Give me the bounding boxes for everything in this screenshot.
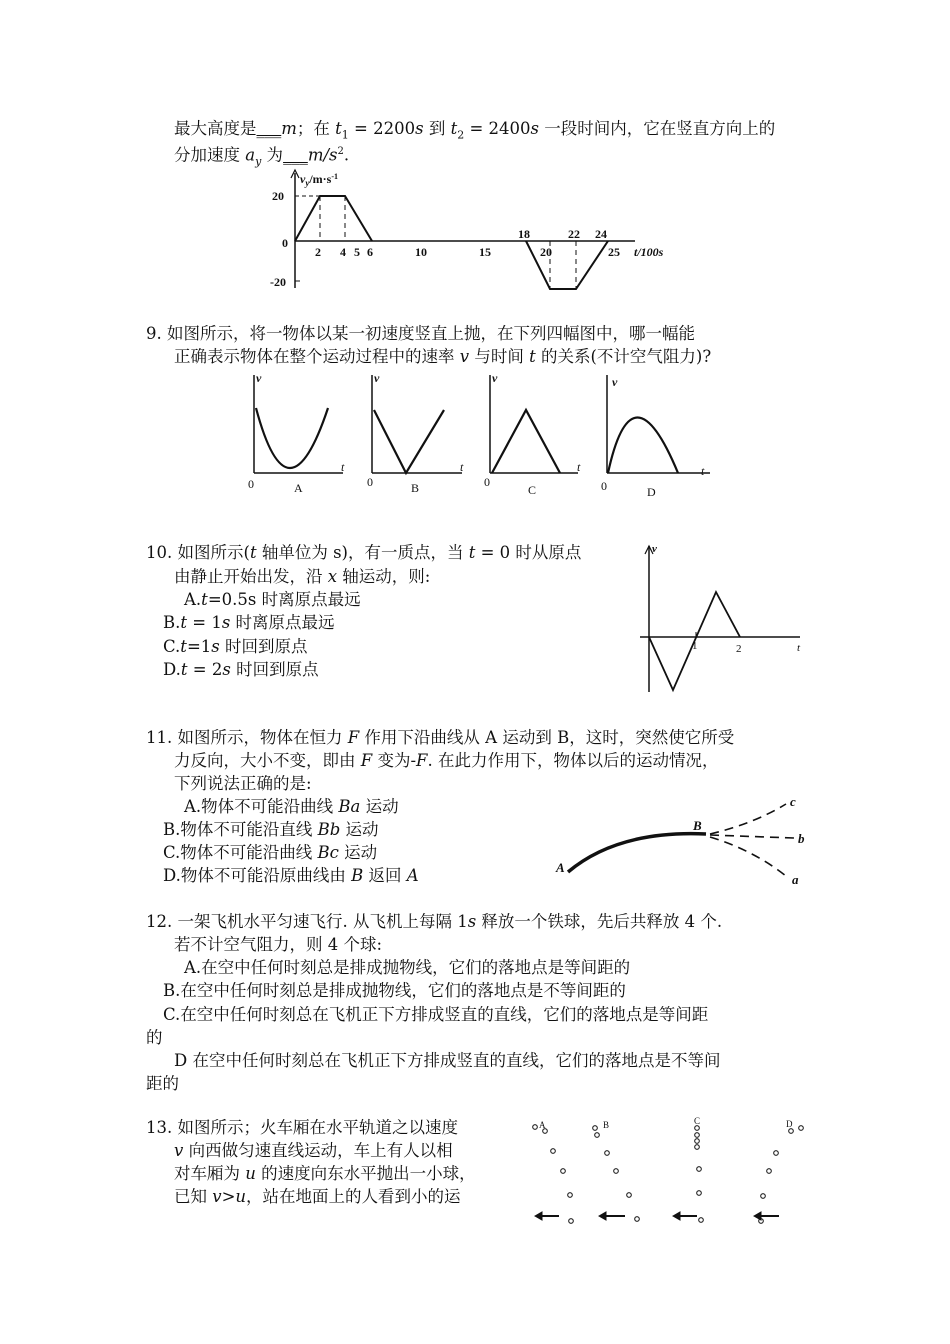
t-axis-label: t	[797, 642, 801, 654]
graph-a-v-label: v	[256, 371, 262, 385]
q11-option-b[interactable]: B.物体不可能沿直线 Bb 运动	[163, 820, 379, 839]
q10-option-a[interactable]: A.t=0.5s 时离原点最远	[184, 590, 361, 609]
y-tick-0: 0	[282, 236, 288, 250]
x-tick-1: 1	[692, 640, 698, 652]
q10-option-c[interactable]: C.t=1s 时回到原点	[163, 637, 308, 656]
q9-line2: 正确表示物体在整个运动过程中的速率 v 与时间 t 的关系(不计空气阻力)?	[174, 347, 712, 366]
graph-b-label: B	[411, 481, 420, 495]
x-tick-24: 24	[595, 227, 607, 241]
graph-d-t-label: t	[701, 464, 705, 478]
q11-line3: 下列说法正确的是:	[174, 774, 312, 793]
q11-option-a[interactable]: A.物体不可能沿曲线 Ba 运动	[184, 797, 399, 816]
q9-line1: 9. 如图所示，将一物体以某一初速度竖直上抛，在下列四幅图中，哪一幅能	[146, 324, 695, 343]
curve-a-label: a	[792, 872, 799, 887]
q10-option-b[interactable]: B.t = 1s 时离原点最远	[163, 613, 335, 632]
point-b-label: B	[693, 818, 702, 833]
x-tick-18: 18	[518, 227, 530, 241]
x-tick-15: 15	[479, 245, 491, 259]
diagram-c-label: C	[694, 1116, 701, 1126]
answer-blank: ___	[283, 145, 308, 165]
q13-line2: v 向西做匀速直线运动，车上有人以相	[174, 1141, 453, 1160]
x-tick-2: 2	[736, 643, 742, 655]
q9-graphs	[240, 370, 730, 500]
q10-option-d[interactable]: D.t = 2s 时回到原点	[163, 660, 319, 679]
q11-option-d[interactable]: D.物体不可能沿原曲线由 B 返回 A	[163, 866, 419, 885]
graph-a-t-label: t	[341, 460, 345, 474]
x-tick-10: 10	[415, 245, 427, 259]
q12-option-b[interactable]: B.在空中任何时刻总是排成抛物线，它们的落地点是不等间距的	[163, 981, 626, 1000]
graph-d-origin: 0	[601, 479, 607, 493]
x-tick-2: 2	[315, 245, 321, 259]
graph-b-t-label: t	[460, 460, 464, 474]
q13-ball-diagrams	[525, 1115, 825, 1230]
q8-vy-t-graph	[270, 168, 690, 298]
diagram-a-label: A	[539, 1120, 546, 1130]
v-axis-label: v	[652, 543, 657, 555]
x-tick-22: 22	[568, 227, 580, 241]
q12-option-c-cont: 的	[146, 1028, 163, 1047]
answer-blank: ___	[256, 119, 282, 138]
q13-line1: 13. 如图所示；火车厢在水平轨道之以速度	[146, 1118, 458, 1137]
q11-option-c[interactable]: C.物体不可能沿曲线 Bc 运动	[163, 843, 378, 862]
q11-line2: 力反向，大小不变，即由 F 变为-F. 在此力作用下，物体以后的运动情况，	[174, 751, 719, 770]
point-a-label: A	[556, 860, 565, 875]
graph-a-origin: 0	[248, 477, 254, 491]
q12-option-c[interactable]: C.在空中任何时刻总在飞机正下方排成竖直的直线，它们的落地点是等间距	[163, 1005, 709, 1024]
q12-line2: 若不计空气阻力，则 4 个球:	[174, 935, 383, 954]
graph-c-v-label: v	[492, 371, 498, 385]
x-tick-25: 25	[608, 245, 620, 259]
q10-line2: 由静止开始出发，沿 x 轴运动，则:	[174, 567, 431, 586]
graph-a-label: A	[294, 481, 303, 495]
q10-v-t-graph	[640, 540, 820, 700]
x-tick-20: 20	[540, 245, 552, 259]
line-b-label: b	[798, 831, 805, 846]
graph-c-t-label: t	[577, 460, 581, 474]
x-axis-label: t/100s	[634, 245, 664, 259]
x-tick-5: 5	[354, 245, 360, 259]
q8-line1: 最大高度是___m；在 $t_1 = 2200s$ 到 $t_2 = 2400s$ 一段时间内，它在竖直方向上的	[174, 119, 776, 142]
graph-b-v-label: v	[374, 371, 380, 385]
graph-d-v-label: v	[612, 375, 618, 389]
q11-trajectory-diagram	[548, 792, 808, 892]
q11-line1: 11. 如图所示，物体在恒力 F 作用下沿曲线从 A 运动到 B，这时，突然使它所受	[146, 728, 735, 747]
y-tick-20: 20	[272, 189, 284, 203]
x-tick-6: 6	[367, 245, 373, 259]
q13-line4: 已知 v>u，站在地面上的人看到小的运	[174, 1187, 461, 1206]
q8-line2: 分加速度 $a_y$ 为$\_\_\_m/s^2$.	[174, 145, 350, 168]
diagram-b-label: B	[603, 1120, 610, 1130]
graph-c-origin: 0	[484, 475, 490, 489]
diagram-d-label: D	[786, 1119, 793, 1129]
y-tick-neg20: -20	[270, 275, 286, 289]
q12-option-a[interactable]: A.在空中任何时刻总是排成抛物线，它们的落地点是等间距的	[184, 958, 631, 977]
q12-option-d-cont: 距的	[146, 1074, 179, 1093]
y-axis-label: $v_y/m\cdot s^{-1}$	[300, 172, 339, 188]
q13-line3: 对车厢为 u 的速度向东水平抛出一小球，	[174, 1164, 476, 1183]
q10-line1: 10. 如图所示(t 轴单位为 s)，有一质点，当 t = 0 时从原点	[146, 543, 582, 562]
q12-option-d[interactable]: D 在空中任何时刻总在飞机正下方排成竖直的直线，它们的落地点是不等间	[174, 1051, 721, 1070]
graph-d-label: D	[647, 485, 656, 499]
graph-c-label: C	[528, 483, 537, 497]
graph-b-origin: 0	[367, 475, 373, 489]
x-tick-4: 4	[340, 245, 346, 259]
q12-line1: 12. 一架飞机水平匀速飞行. 从飞机上每隔 1s 释放一个铁球，先后共释放 4 个.	[146, 912, 723, 931]
curve-c-label: c	[790, 794, 796, 809]
